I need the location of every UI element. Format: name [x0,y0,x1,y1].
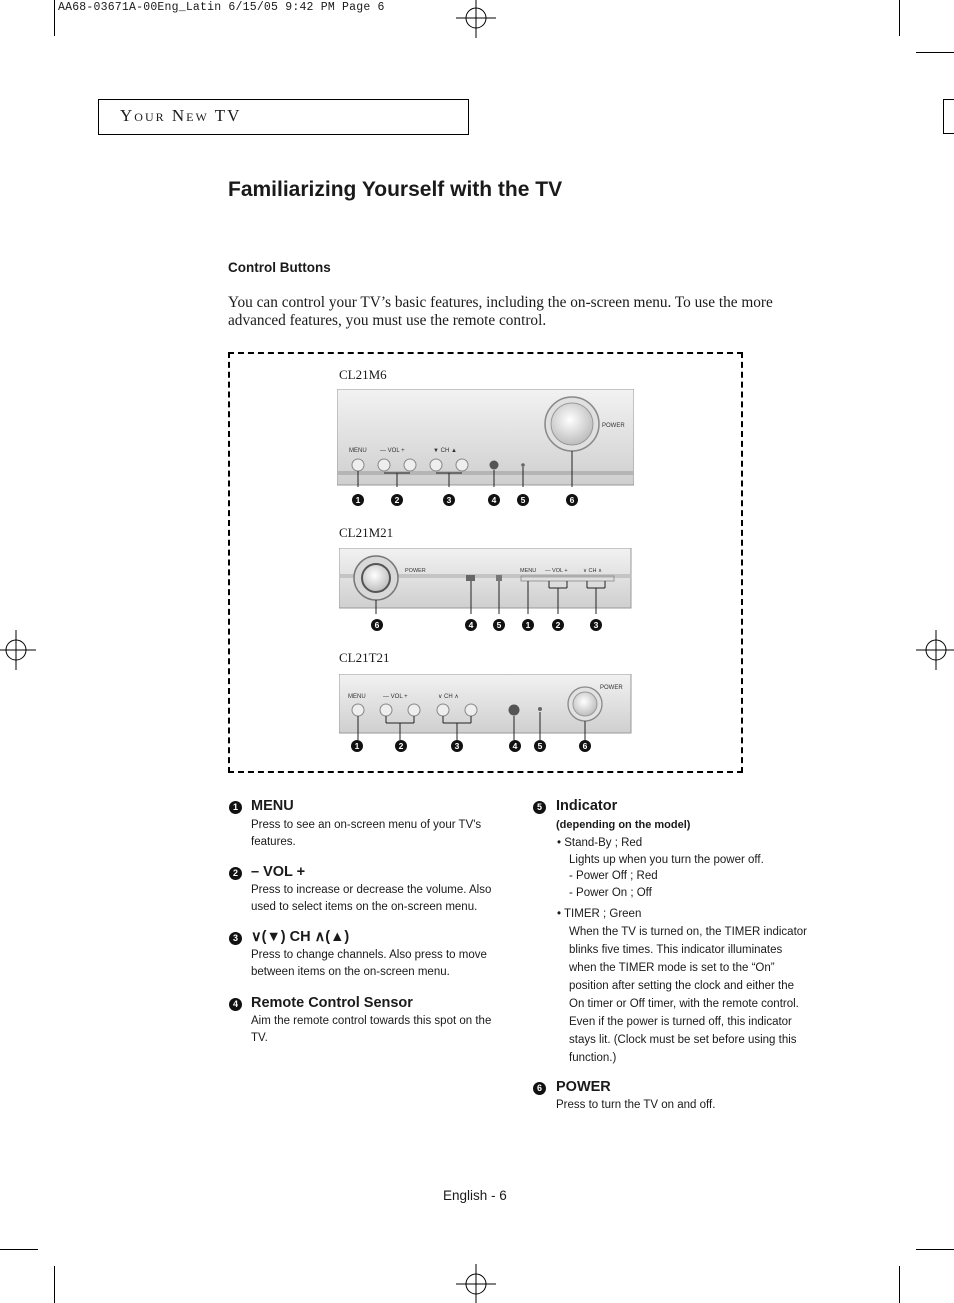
indicator-line: when the TIMER mode is set to the “On” [569,962,775,974]
registration-mark-icon [456,0,496,38]
item-number-3: 3 [229,932,242,945]
crop-mark [899,0,900,36]
callout-6: 6 [566,494,578,506]
registration-mark-icon [0,630,36,670]
callout-5: 5 [534,740,546,752]
indicator-heading: Indicator [556,798,618,814]
ch-heading: ∨(▼) CH ∧(▲) [251,929,350,945]
front-panel-illustration [339,674,632,740]
indicator-line: position after setting the clock and either the [569,980,795,992]
model-label: CL21M21 [339,525,394,540]
indicator-line: • TIMER ; Green [557,908,642,920]
front-panel-illustration [337,389,634,487]
svg-text:MENU: MENU [349,448,367,454]
callout-2: 2 [391,494,403,506]
svg-text:MENU: MENU [520,568,537,574]
crop-mark [54,0,55,36]
callout-4: 4 [488,494,500,506]
indicator-line: - Power Off ; Red [569,870,658,882]
model-label: CL21M6 [339,367,387,382]
svg-text:MENU: MENU [348,694,366,700]
indicator-line: • Stand-By ; Red [557,837,643,849]
callout-4: 4 [465,619,477,631]
intro-paragraph: You can control your TV’s basic features, including the on-screen menu. To use the more advanced features, you must use the remote control. [228,294,773,329]
indicator-line: function.) [569,1052,617,1064]
model-label: CL21T21 [339,650,390,665]
svg-text:POWER: POWER [405,568,426,574]
callout-6: 6 [579,740,591,752]
callout-6: 6 [371,619,383,631]
section-label: Your New TV [120,106,242,125]
indicator-line: When the TV is turned on, the TIMER indicator [569,926,807,938]
menu-heading: MENU [251,798,294,814]
svg-text:POWER: POWER [602,423,625,429]
callout-3: 3 [443,494,455,506]
item-number-5: 5 [533,801,546,814]
callout-1: 1 [352,494,364,506]
vol-description: Press to increase or decrease the volume. Also used to select items on the on-screen menu. [251,884,492,913]
page-footer: English - 6 [443,1188,507,1203]
callout-2: 2 [395,740,407,752]
section-tab-mark [943,99,954,134]
item-number-4: 4 [229,998,242,1011]
ch-description: Press to change channels. Also press to move between items on the on-screen menu. [251,949,487,978]
svg-text:POWER: POWER [600,685,623,691]
svg-text:∨ CH ∧: ∨ CH ∧ [438,694,459,700]
item-number-1: 1 [229,801,242,814]
menu-description: Press to see an on-screen menu of your TV's features. [251,819,482,848]
svg-text:▼ CH ▲: ▼ CH ▲ [433,448,457,454]
print-slug: AA68-03671A-00Eng_Latin 6/15/05 9:42 PM Page 6 [58,1,385,14]
callout-1: 1 [522,619,534,631]
callout-3: 3 [590,619,602,631]
page-title: Familiarizing Yourself with the TV [228,178,563,201]
vol-heading: – VOL + [251,864,306,880]
crop-mark [899,1266,900,1303]
power-heading: POWER [556,1079,611,1095]
callout-5: 5 [493,619,505,631]
registration-mark-icon [916,630,954,670]
indicator-line: Lights up when you turn the power off. [569,854,764,866]
crop-mark [916,1249,954,1250]
svg-text:— VOL +: — VOL + [383,694,408,700]
item-number-2: 2 [229,867,242,880]
svg-text:∨ CH ∧: ∨ CH ∧ [583,568,603,574]
svg-text:— VOL +: — VOL + [545,568,568,574]
sensor-heading: Remote Control Sensor [251,995,413,1011]
crop-mark [0,1249,38,1250]
power-description: Press to turn the TV on and off. [556,1099,716,1111]
item-number-6: 6 [533,1082,546,1095]
indicator-line: - Power On ; Off [569,887,652,899]
indicator-line: blinks five times. This indicator illuminates [569,944,783,956]
crop-mark [54,1266,55,1303]
front-panel-illustration [339,548,632,614]
indicator-subtitle: (depending on the model) [556,819,691,831]
sensor-description: Aim the remote control towards this spot on the TV. [251,1015,492,1044]
svg-text:— VOL +: — VOL + [380,448,405,454]
callout-2: 2 [552,619,564,631]
indicator-line: On timer or Off timer, with the remote control. [569,998,799,1010]
crop-mark [916,52,954,53]
callout-1: 1 [351,740,363,752]
indicator-line: stays lit. (Clock must be set before using this [569,1034,797,1046]
callout-5: 5 [517,494,529,506]
registration-mark-icon [456,1264,496,1303]
section-subtitle: Control Buttons [228,260,331,275]
indicator-line: Even if the power is turned off, this indicator [569,1016,792,1028]
indicator-details [556,834,807,1067]
callout-4: 4 [509,740,521,752]
callout-3: 3 [451,740,463,752]
